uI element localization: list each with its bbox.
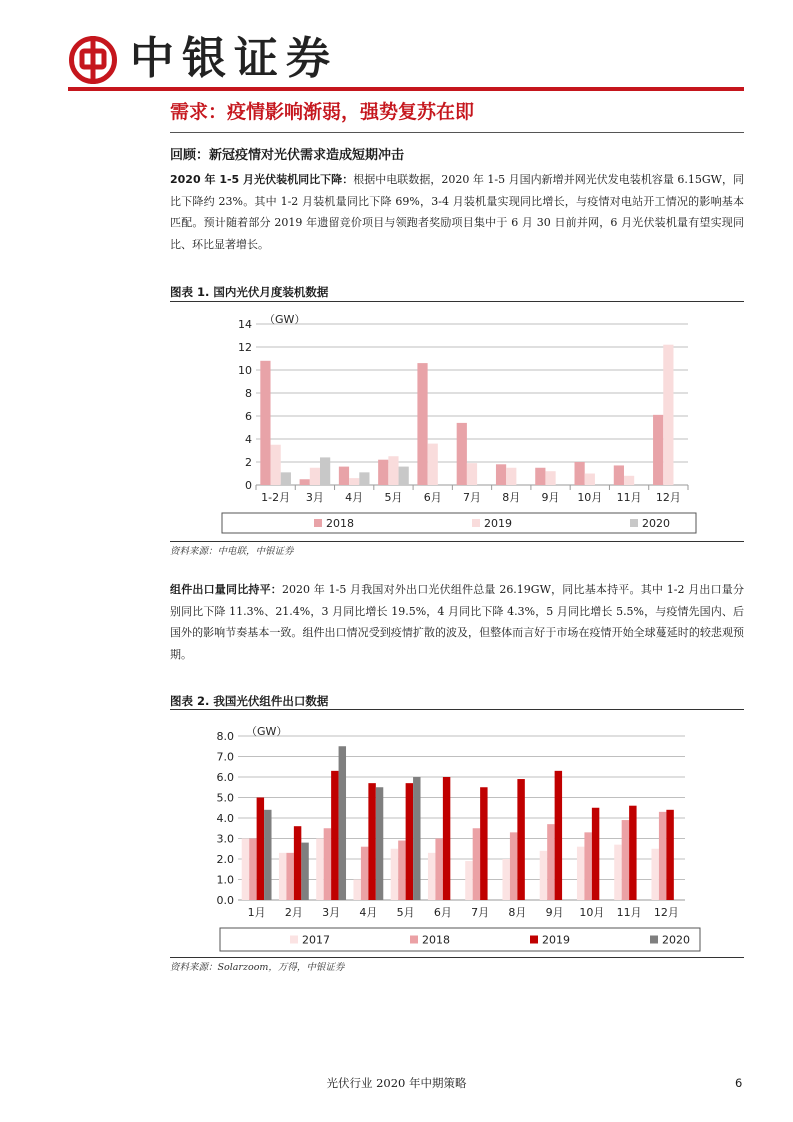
bar-2019-6月 [443,777,450,900]
legend-swatch-2017 [290,936,298,944]
bar-2018-3月 [300,479,310,485]
x-tick-label: 1-2月 [261,491,291,504]
paragraph-body: 2020 年 1-5 月我国对外出口光伏组件总量 26.19GW，同比基本持平。其中 1-2 月出口量分别同比下降 11.3%、21.4%，3 月同比增长 19.5%，4 月同比下降 4.3%，5 月同比增长 5.5%，与疫情先国内、后国外的影响节奏基本一致。组件出口情况受到疫情扩散的波及，但整体而言好于市场在疫情开始全球蔓延时的较悲观预期。 [170,583,745,661]
bar-2020-3月 [320,457,330,485]
figure-1-source: 资料来源：中电联，中银证券 [170,546,294,557]
paragraph-body: 根据中电联数据，2020 年 1-5 月国内新增并网光伏发电装机容量 6.15GW，同比下降约 23%。其中 1-2 月装机量同比下降 69%，3-4 月装机量实现同比增长，与疫情对电站开工情况的影响基本匹配。预计随着部分 2019 年遗留竞价项目与领跑者奖励项目集中于 6 月 30 日前并网，6 月光伏装机量有望实现同比、环比显著增长。 [170,173,744,251]
legend-swatch-2019 [472,519,480,527]
bar-2018-5月 [398,841,405,900]
legend-label-2020: 2020 [662,933,690,947]
bar-2019-9月 [545,471,555,485]
x-tick-label: 7月 [463,491,481,504]
bar-2019-1-2月 [271,445,281,485]
x-tick-label: 3月 [305,491,324,504]
bar-2017-2月 [279,853,286,900]
bar-2019-7月 [480,787,487,900]
x-tick-label: 6月 [433,906,452,919]
y-tick-label: 6.0 [216,771,234,784]
page-number: 6 [735,1076,743,1090]
bar-2017-10月 [577,847,584,900]
x-tick-label: 4月 [359,906,378,919]
chart-domestic-monthly-installations [170,302,744,542]
bar-2018-6月 [435,839,442,901]
bar-2020-2月 [301,843,308,900]
x-tick-label: 10月 [577,491,603,504]
x-tick-label: 3月 [322,906,341,919]
bar-2018-12月 [653,415,663,485]
bar-2018-7月 [457,423,467,485]
bar-2018-5月 [378,460,388,485]
legend-box [222,513,696,533]
legend-label-2020: 2020 [642,517,670,530]
bar-2018-1-2月 [260,361,270,485]
bar-2019-3月 [331,771,338,900]
bar-2017-6月 [428,853,435,900]
bar-2017-9月 [540,851,547,900]
x-tick-label: 4月 [345,491,364,504]
section-title-rule [170,132,744,133]
figure-2-source: 资料来源：Solarzoom，万得，中银证券 [170,962,345,973]
x-tick-label: 5月 [396,906,415,919]
bar-2020-3月 [339,746,346,900]
bar-2020-5月 [399,467,409,485]
bar-2018-11月 [622,820,629,900]
bar-2018-8月 [496,464,506,485]
y-tick-label: 14 [238,318,252,331]
footer-title: 光伏行业 2020 年中期策略 [326,1076,467,1090]
bar-2017-4月 [353,880,360,901]
x-tick-label: 2月 [284,906,303,919]
y-tick-label: 4.0 [216,812,234,825]
legend-label-2019: 2019 [484,517,512,530]
legend-swatch-2018 [314,519,322,527]
y-axis-unit-label: （GW） [264,313,306,326]
bar-2018-10月 [575,462,585,485]
x-tick-label: 12月 [653,906,679,919]
y-tick-label: 8 [245,387,252,400]
x-tick-label: 8月 [508,906,527,919]
legend-swatch-2020 [630,519,638,527]
bar-2019-2月 [294,826,301,900]
bar-2020-5月 [413,777,420,900]
x-tick-label: 9月 [541,491,560,504]
bar-2018-8月 [510,832,517,900]
bar-2017-12月 [651,849,658,900]
x-tick-label: 5月 [384,491,403,504]
bar-2018-4月 [339,467,349,485]
bar-2017-8月 [502,859,509,900]
paragraph-installations [170,169,744,255]
bar-2019-8月 [506,468,516,485]
bar-2020-1-2月 [281,472,291,485]
bar-2018-11月 [614,465,624,485]
figure-2-title: 图表 2. 我国光伏组件出口数据 [170,694,329,708]
bar-2020-4月 [376,787,383,900]
x-tick-label: 7月 [471,906,490,919]
x-tick-label: 6月 [423,491,442,504]
x-tick-label: 9月 [545,906,564,919]
bar-2019-11月 [629,806,636,900]
bar-2018-2月 [286,853,293,900]
y-tick-label: 3.0 [216,832,234,846]
bar-2019-10月 [585,474,595,486]
header-rule [68,87,744,91]
bar-2019-5月 [406,783,413,900]
bar-2019-11月 [624,476,634,485]
y-tick-label: 6 [245,410,252,423]
bar-2019-10月 [592,808,599,900]
x-tick-label: 11月 [616,906,642,919]
bar-2020-4月 [359,472,369,485]
bar-2019-1月 [257,798,264,901]
legend-swatch-2019 [530,936,538,944]
bar-2019-4月 [368,783,375,900]
paragraph-lead: 2020 年 1-5 月光伏装机同比下降： [170,173,354,186]
y-tick-label: 0 [245,479,252,492]
bar-2019-3月 [310,468,320,485]
chart-module-exports [170,710,744,958]
bar-2018-9月 [535,468,545,485]
y-tick-label: 2 [245,456,252,469]
bar-2018-4月 [361,847,368,900]
bar-2017-5月 [391,849,398,900]
figure-1-bottom-rule [170,541,744,542]
bar-2018-10月 [584,832,591,900]
paragraph-exports [170,579,744,665]
bar-2019-4月 [349,478,359,485]
brand-name: 中银证券 [130,33,338,84]
bar-2019-5月 [388,456,398,485]
section-title: 需求：疫情影响渐弱，强势复苏在即 [170,101,475,123]
bar-2018-1月 [249,839,256,901]
bar-2019-6月 [428,444,438,485]
bar-2017-7月 [465,861,472,900]
x-tick-label: 10月 [579,906,605,919]
y-tick-label: 1.0 [216,873,234,887]
y-tick-label: 7.0 [216,750,234,764]
bar-2018-6月 [417,363,427,485]
bar-2018-3月 [324,828,331,900]
y-tick-label: 0.0 [216,894,234,907]
figure-1-title: 图表 1. 国内光伏月度装机数据 [170,285,329,299]
bar-2017-1月 [242,839,249,901]
y-tick-label: 12 [238,341,252,354]
y-tick-label: 4 [245,433,252,446]
bar-2020-1月 [264,810,271,900]
bar-2019-7月 [467,463,477,485]
bar-2017-11月 [614,845,621,900]
y-tick-label: 10 [238,364,252,377]
legend-swatch-2020 [650,936,658,944]
legend-label-2018: 2018 [326,517,354,530]
bar-2017-3月 [316,839,323,901]
paragraph-lead: 组件出口量同比持平： [170,583,283,596]
bar-2019-8月 [517,779,524,900]
bar-2019-12月 [663,345,673,485]
y-tick-label: 5.0 [216,791,234,805]
bar-2018-12月 [659,812,666,900]
figure-2-bottom-rule [170,957,744,958]
bank-of-china-logo-icon [68,35,118,85]
x-tick-label: 11月 [616,491,642,504]
legend-label-2017: 2017 [302,933,330,947]
x-tick-label: 8月 [502,491,521,504]
y-tick-label: 2.0 [216,853,234,866]
legend-label-2018: 2018 [422,933,450,947]
bar-2019-12月 [666,810,673,900]
subsection-title: 回顾：新冠疫情对光伏需求造成短期冲击 [170,148,405,163]
y-tick-label: 8.0 [216,730,234,743]
bar-2018-7月 [473,828,480,900]
legend-label-2019: 2019 [542,933,570,947]
x-tick-label: 12月 [655,491,681,504]
bar-2019-9月 [555,771,562,900]
legend-swatch-2018 [410,936,418,944]
x-tick-label: 1月 [247,906,266,919]
y-axis-unit-label: （GW） [246,725,288,738]
bar-2018-9月 [547,824,554,900]
